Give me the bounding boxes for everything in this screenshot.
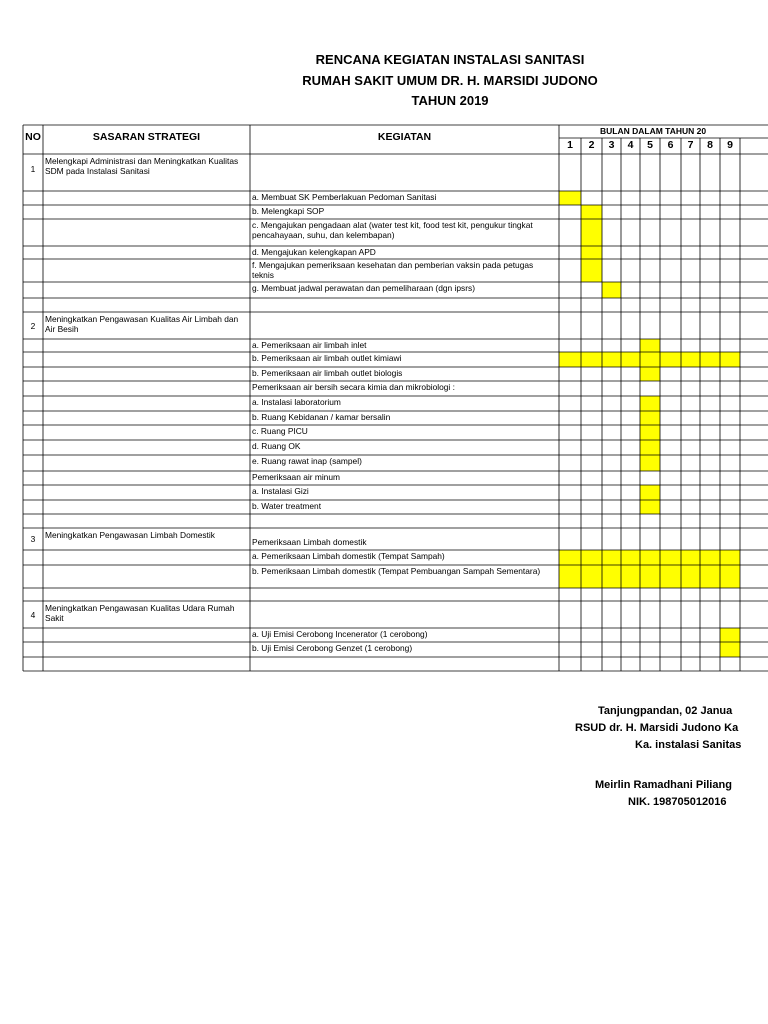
month-header-3: 3 — [608, 139, 615, 151]
signature-role: Ka. instalasi Sanitas — [635, 739, 742, 751]
kegiatan-cell: a. Uji Emisi Cerobong Incenerator (1 cerobong) — [252, 630, 428, 639]
kegiatan-cell: d. Mengajukan kelengkapan APD — [252, 248, 376, 257]
month-header-7: 7 — [687, 139, 694, 151]
signature-org: RSUD dr. H. Marsidi Judono Ka — [575, 722, 739, 734]
kegiatan-cell: b. Pemeriksaan Limbah domestik (Tempat Pembuangan Sampah Sementara) — [252, 567, 541, 576]
kegiatan-cell: a. Membuat SK Pemberlakuan Pedoman Sanitasi — [252, 193, 437, 202]
kegiatan-cell: c. Mengajukan pengadaan alat (water test kit, food test kit, pengukur tingkat pencahayaan, suhu, dan kelembapan) — [252, 221, 533, 240]
kegiatan-cell: d. Ruang OK — [252, 442, 301, 451]
signature-nik: NIK. 198705012016 — [628, 796, 727, 808]
kegiatan-cell: Pemeriksaan air minum — [252, 473, 340, 482]
header-kegiatan: KEGIATAN — [377, 131, 432, 143]
month-header-9: 9 — [727, 139, 733, 151]
sasaran-cell: Meningkatkan Pengawasan Kualitas Udara Rumah Sakit — [45, 604, 235, 623]
month-header-6: 6 — [667, 139, 674, 151]
kegiatan-cell: a. Pemeriksaan Limbah domestik (Tempat Sampah) — [252, 552, 445, 561]
row-number: 3 — [30, 534, 36, 544]
sasaran-cell: Meningkatkan Pengawasan Kualitas Air Limbah dan Air Besih — [45, 315, 239, 334]
kegiatan-cell: b. Water treatment — [252, 502, 322, 511]
kegiatan-cell: g. Membuat jadwal perawatan dan pemeliharaan (dgn ipsrs) — [252, 284, 475, 293]
kegiatan-cell: Pemeriksaan air bersih secara kimia dan mikrobiologi : — [252, 383, 455, 392]
month-header-1: 1 — [567, 139, 573, 151]
header-sasaran: SASARAN STRATEGI — [92, 131, 201, 143]
signature-place-date: Tanjungpandan, 02 Janua — [598, 705, 733, 717]
header-no: NO — [25, 131, 41, 143]
kegiatan-cell: f. Mengajukan pemeriksaan kesehatan dan pemberian vaksin pada petugas teknis — [252, 261, 534, 280]
sasaran-cell: Melengkapi Administrasi dan Meningkatkan Kualitas SDM pada Instalasi Sanitasi — [45, 157, 239, 176]
row-number: 1 — [30, 164, 36, 174]
signature-name: Meirlin Ramadhani Piliang — [595, 779, 732, 791]
kegiatan-cell: c. Ruang PICU — [252, 427, 308, 436]
month-header-5: 5 — [647, 139, 653, 151]
month-header-8: 8 — [707, 139, 713, 151]
row-number: 2 — [30, 320, 36, 331]
kegiatan-cell: b. Ruang Kebidanan / kamar bersalin — [252, 413, 391, 422]
kegiatan-cell: b. Uji Emisi Cerobong Genzet (1 cerobong) — [252, 644, 413, 653]
title-line-3: TAHUN 2019 — [411, 93, 489, 108]
kegiatan-cell: b. Pemeriksaan air limbah outlet biologis — [252, 369, 403, 378]
kegiatan-cell: e. Ruang rawat inap (sampel) — [252, 457, 362, 466]
row-number: 4 — [30, 609, 36, 620]
kegiatan-cell: a. Instalasi Gizi — [252, 487, 309, 496]
kegiatan-cell: a. Pemeriksaan air limbah inlet — [252, 341, 367, 350]
header-bulan: BULAN DALAM TAHUN 20 — [600, 126, 707, 136]
kegiatan-cell: b. Pemeriksaan air limbah outlet kimiawi — [252, 354, 402, 363]
kegiatan-cell: a. Instalasi laboratorium — [252, 398, 341, 407]
title-line-1: RENCANA KEGIATAN INSTALASI SANITASI — [315, 52, 585, 67]
title-line-2: RUMAH SAKIT UMUM DR. H. MARSIDI JUDONO — [302, 73, 598, 88]
kegiatan-cell: Pemeriksaan Limbah domestik — [252, 538, 367, 547]
kegiatan-cell: b. Melengkapi SOP — [252, 207, 325, 216]
month-header-2: 2 — [588, 139, 595, 151]
month-header-4: 4 — [627, 139, 634, 151]
sasaran-cell: Meningkatkan Pengawasan Limbah Domestik — [45, 531, 215, 540]
